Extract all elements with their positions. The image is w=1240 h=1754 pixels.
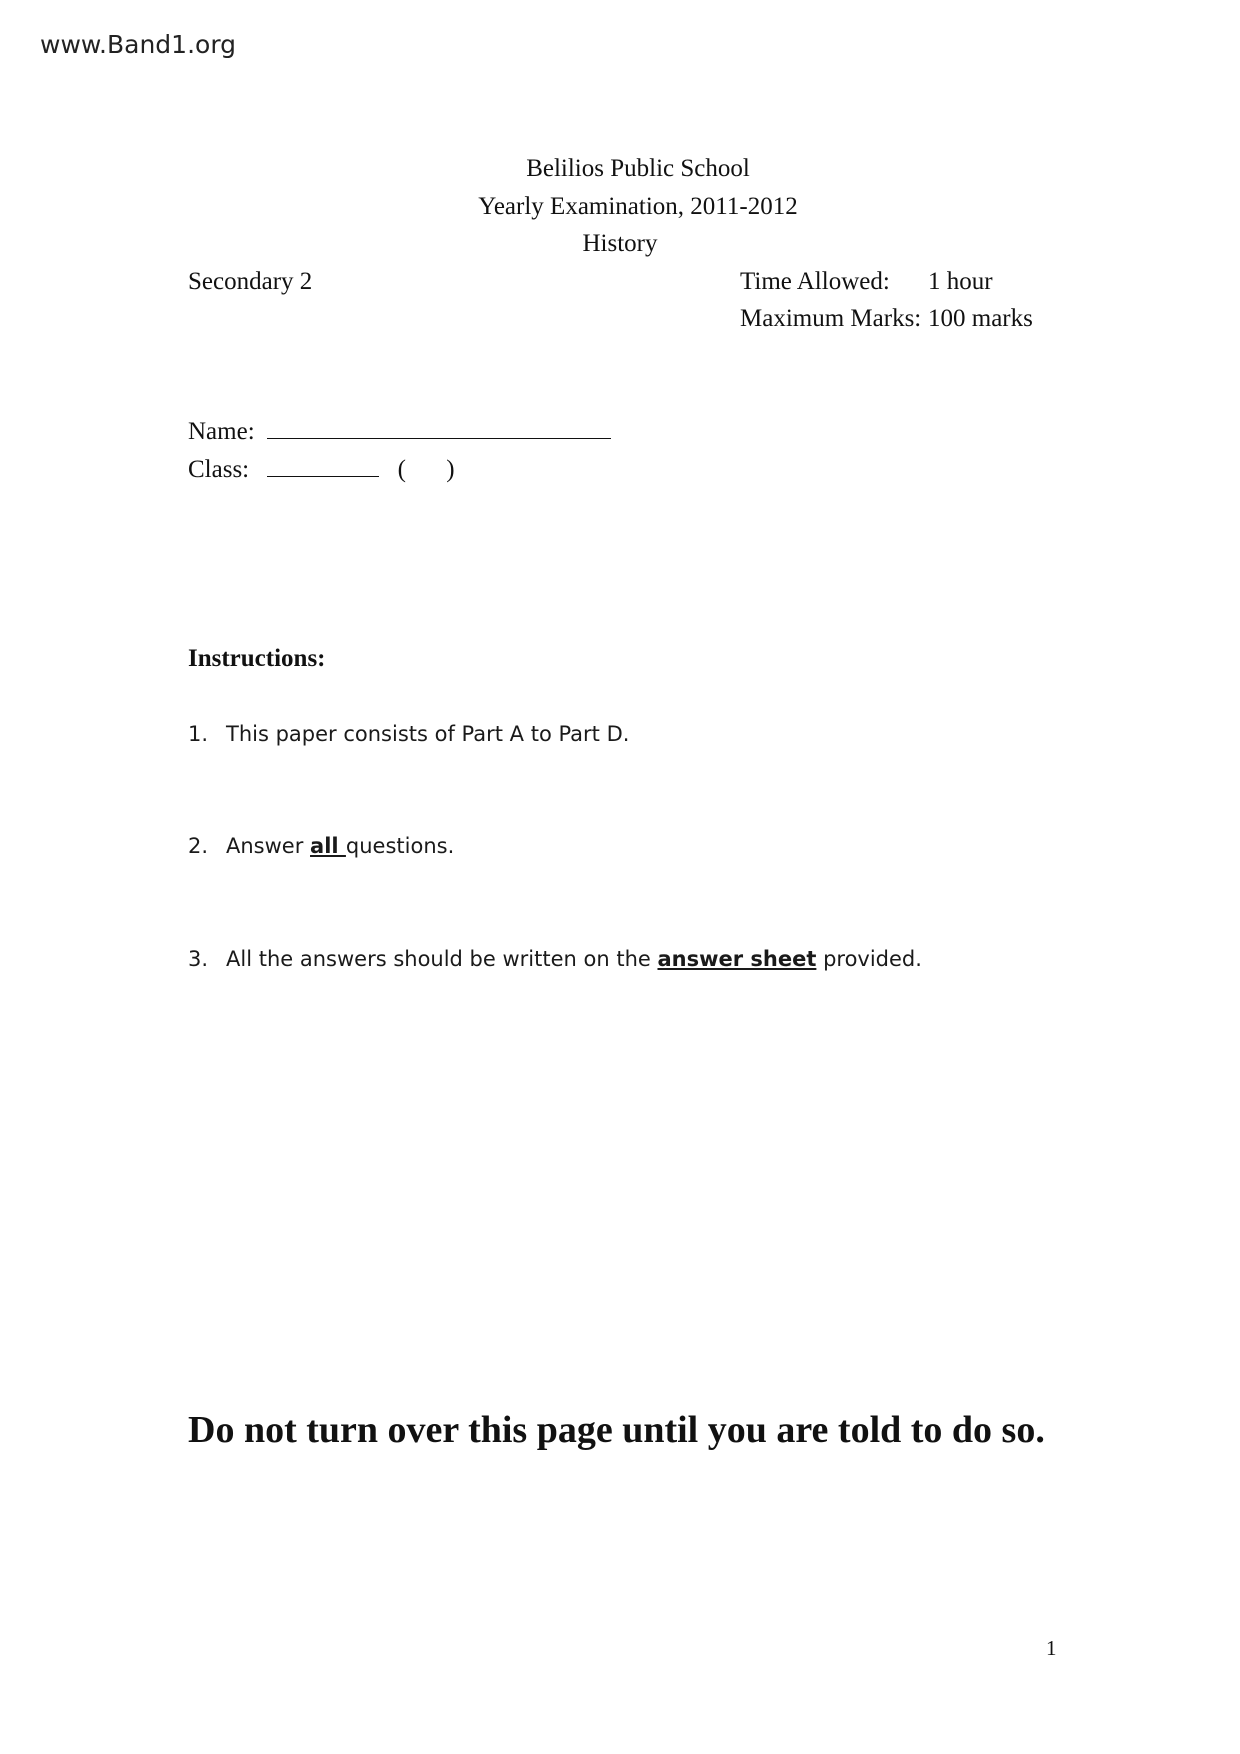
do-not-turn-warning: Do not turn over this page until you are told to do so. (188, 1409, 1045, 1451)
instruction-number: 2. (188, 834, 209, 858)
instruction-text: This paper consists of Part A to Part D. (226, 722, 630, 746)
exam-title: Yearly Examination, 2011-2012 (478, 193, 798, 220)
time-allowed-value: 1 hour (928, 268, 993, 295)
class-label: Class: (188, 456, 250, 483)
class-number-close-paren: ) (446, 456, 455, 483)
watermark-text: www.Band1.org (40, 30, 237, 59)
instruction-item-2 (188, 834, 454, 858)
instruction-text-pre: Answer (226, 834, 311, 858)
name-blank[interactable] (267, 420, 611, 439)
class-blank[interactable] (267, 458, 379, 477)
class-row (188, 456, 455, 484)
instruction-number: 1. (188, 722, 209, 746)
instruction-text-post: provided. (816, 947, 922, 971)
class-number-open-paren: ( (397, 456, 406, 483)
page-number: 1 (1046, 1636, 1057, 1660)
instruction-text-post: questions. (345, 834, 455, 858)
instruction-emphasis-answer-sheet: answer sheet (657, 947, 817, 971)
instruction-emphasis-all: all (310, 834, 346, 858)
school-name: Belilios Public School (526, 155, 750, 182)
name-row (188, 418, 611, 446)
instruction-item-3 (188, 947, 922, 971)
level-label: Secondary 2 (188, 268, 313, 295)
instruction-text-pre: All the answers should be written on the (226, 947, 658, 971)
max-marks-value: 100 marks (928, 305, 1033, 332)
instructions-heading: Instructions: (188, 645, 326, 672)
name-label: Name: (188, 418, 255, 445)
time-allowed-label: Time Allowed: (740, 268, 890, 295)
instruction-number: 3. (188, 947, 209, 971)
instruction-item-1 (188, 722, 629, 746)
subject-title: History (582, 230, 658, 257)
max-marks-label: Maximum Marks: (740, 305, 922, 332)
